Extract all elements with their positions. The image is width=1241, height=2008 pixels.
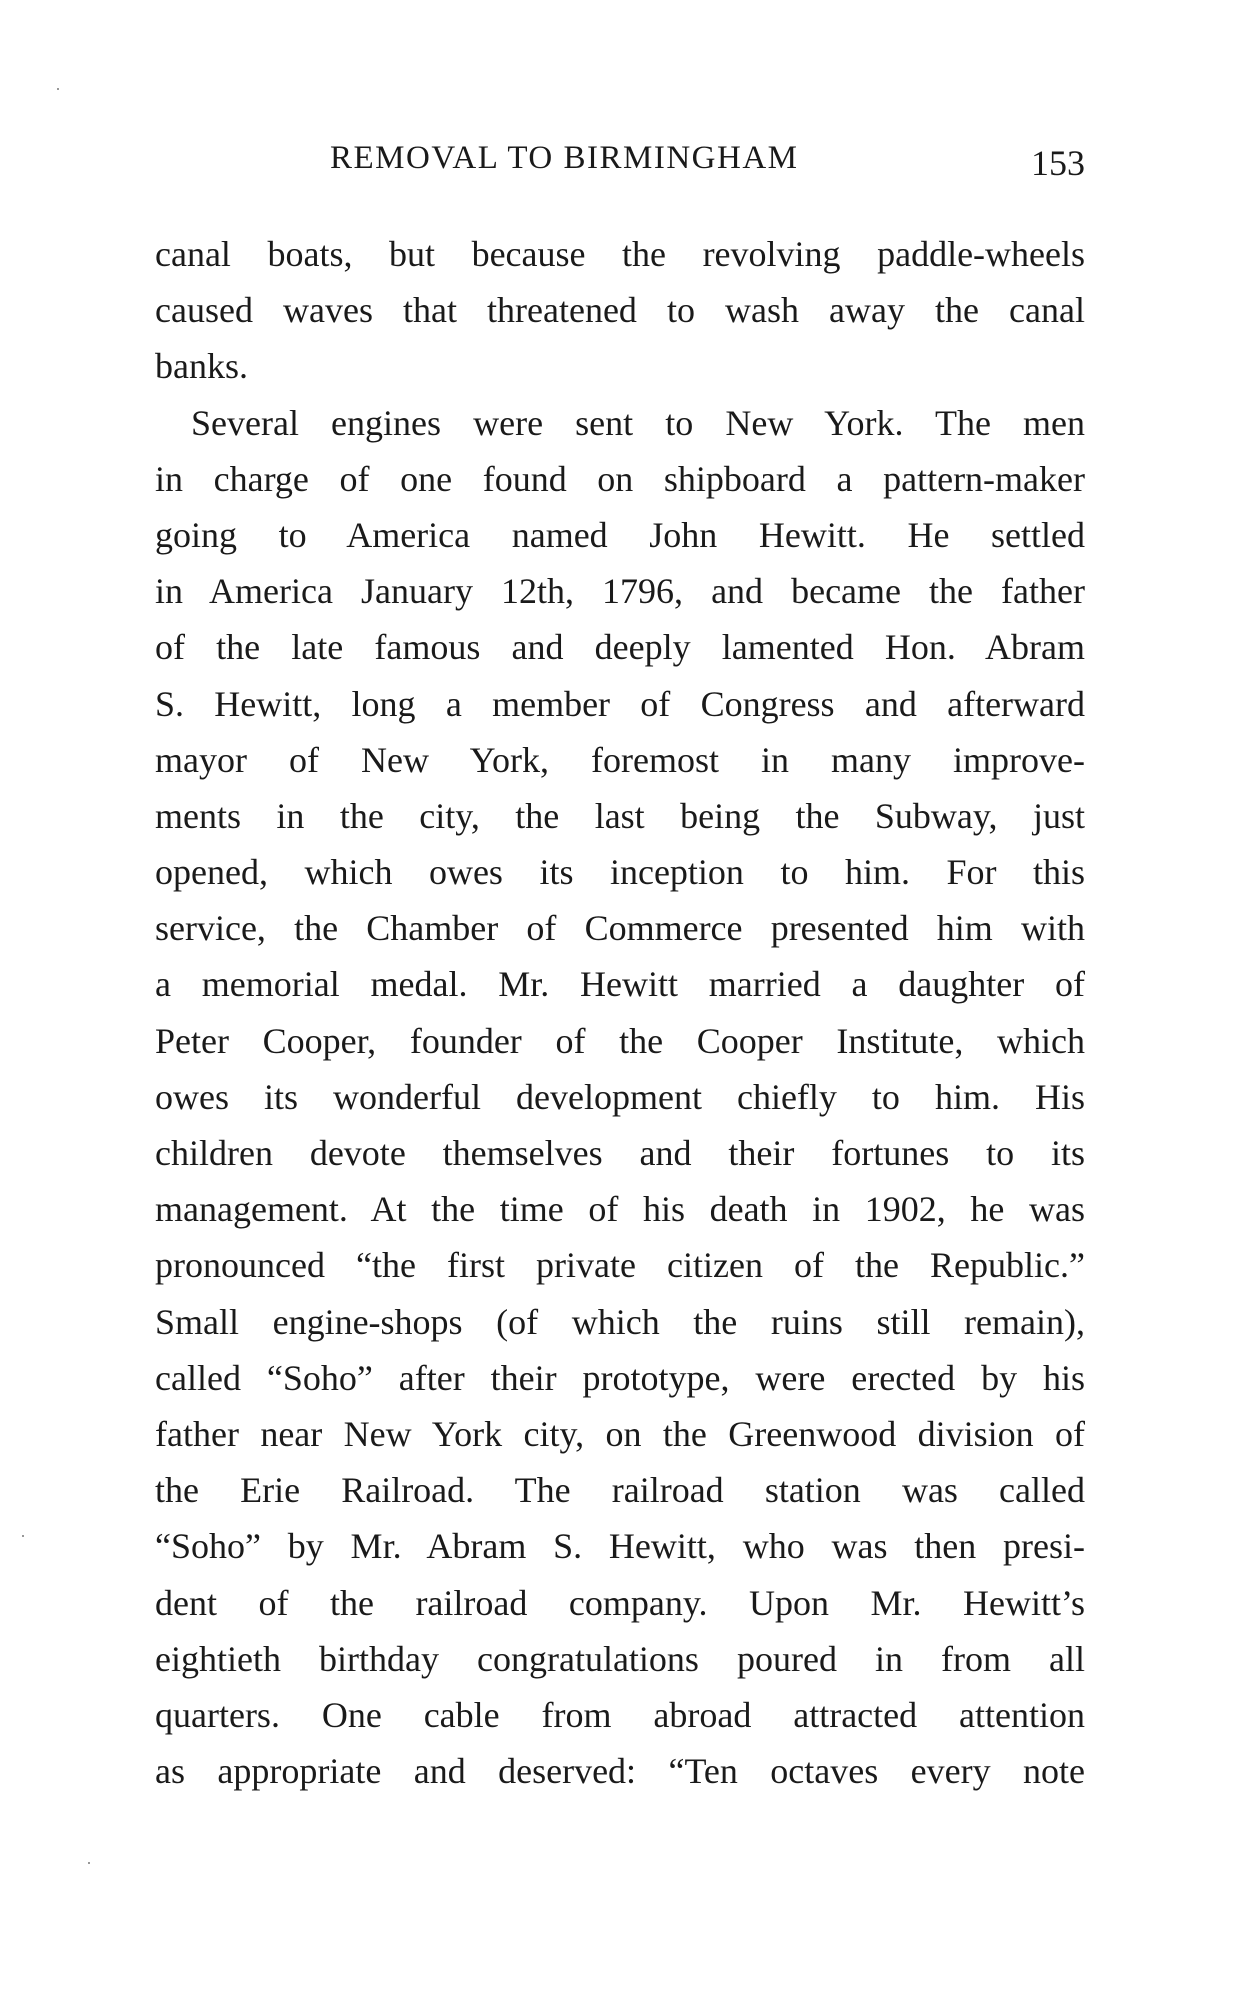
text-line: father near New York city, on the Greenwood division of [155, 1413, 1085, 1454]
text-line: management. At the time of his death in 1902, he was [155, 1189, 1085, 1230]
text-line: of the late famous and deeply lamented Hon. Abram [155, 627, 1085, 668]
text-line: a memorial medal. Mr. Hewitt married a daughter of [155, 964, 1085, 1005]
text-line: mayor of New York, foremost in many improve- [155, 739, 1085, 780]
paper-speck [57, 88, 59, 90]
text-line: Peter Cooper, founder of the Cooper Institute, which [155, 1020, 1085, 1061]
text-line: the Erie Railroad. The railroad station was called [155, 1470, 1085, 1511]
text-line: children devote themselves and their fortunes to its [155, 1133, 1085, 1173]
text-line: dent of the railroad company. Upon Mr. Hewitt’s [155, 1582, 1085, 1623]
text-line: as appropriate and deserved: “Ten octaves every note [155, 1751, 1085, 1792]
text-line: opened, which owes its inception to him. For this [155, 852, 1085, 893]
text-line: canal boats, but because the revolving paddle-wheels [155, 234, 1085, 274]
text-line: pronounced “the first private citizen of the Republic.” [155, 1245, 1085, 1286]
text-line: in America January 12th, 1796, and became the father [155, 571, 1085, 612]
paper-speck [22, 1535, 24, 1537]
text-line: owes its wonderful development chiefly to him. His [155, 1076, 1085, 1117]
paragraph-start-line: Several engines were sent to New York. The men [191, 402, 1085, 443]
running-title: REMOVAL TO BIRMINGHAM [330, 140, 799, 176]
text-line: quarters. One cable from abroad attracted attention [155, 1694, 1085, 1735]
text-line: S. Hewitt, long a member of Congress and afterward [155, 683, 1085, 724]
text-line: banks. [155, 346, 248, 387]
page-number: 153 [1031, 143, 1085, 183]
text-line: caused waves that threatened to wash away the canal [155, 290, 1085, 331]
text-line: going to America named John Hewitt. He settled [155, 514, 1085, 555]
text-line: eightieth birthday congratulations poured in from all [155, 1638, 1085, 1679]
text-line: called “Soho” after their prototype, were erected by his [155, 1357, 1085, 1398]
text-line: “Soho” by Mr. Abram S. Hewitt, who was then presi- [155, 1526, 1085, 1567]
text-line: in charge of one found on shipboard a pattern-maker [155, 458, 1085, 499]
text-line: ments in the city, the last being the Subway, just [155, 795, 1085, 836]
running-head [155, 140, 1085, 190]
body-text [155, 226, 1085, 1799]
text-line: Small engine-shops (of which the ruins still remain), [155, 1301, 1085, 1342]
text-line: service, the Chamber of Commerce presented him with [155, 908, 1085, 949]
paper-speck [88, 1862, 90, 1864]
